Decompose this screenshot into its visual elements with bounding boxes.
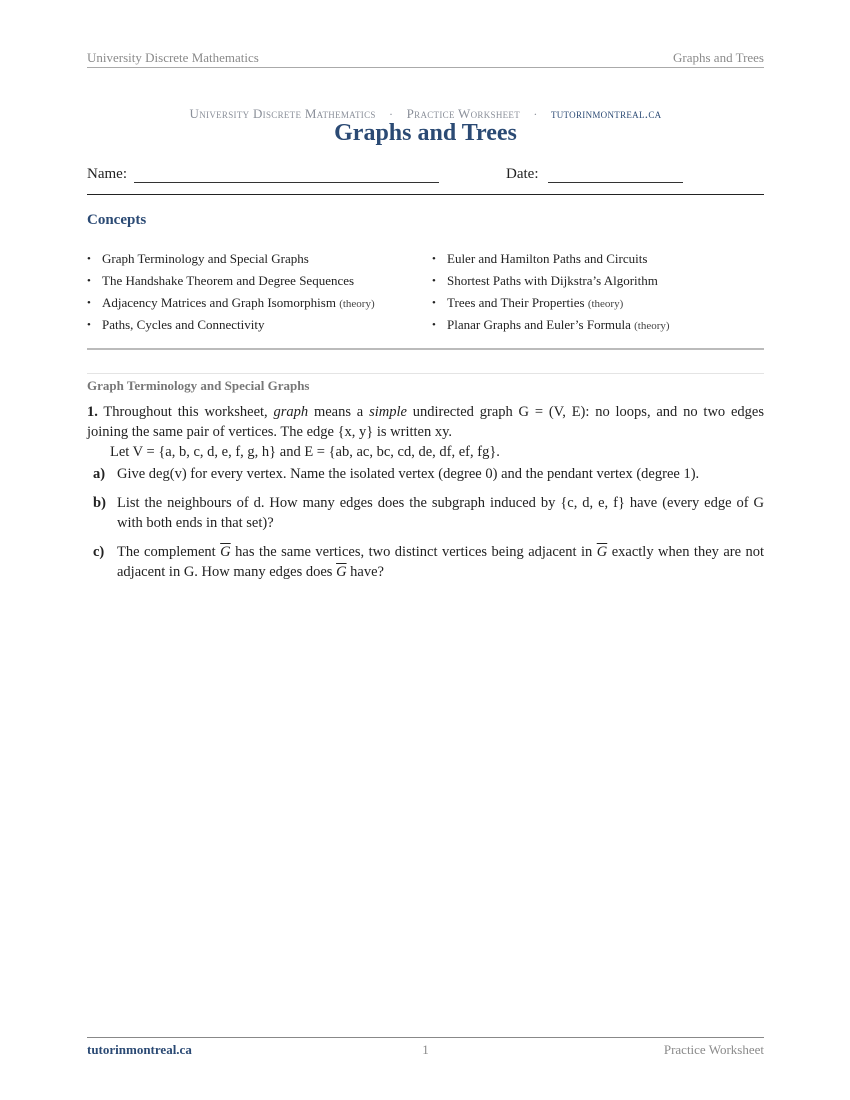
worksheet-kind: Practice Worksheet: [406, 106, 521, 121]
problem-number: 1.: [87, 404, 98, 420]
problem-parts: [87, 464, 764, 582]
concept-label: Trees and Their Properties: [447, 295, 585, 310]
intro-emph: simple: [369, 404, 407, 420]
running-head-left: University Discrete Mathematics: [87, 50, 259, 65]
part-text: The complement: [117, 544, 216, 560]
worksheet-page: [87, 0, 764, 1100]
page-title: Graphs and Trees: [334, 120, 517, 146]
footer-rule: [87, 1037, 764, 1038]
concept-label: Adjacency Matrices and Graph Isomorphism: [102, 295, 336, 310]
part-label: b): [93, 495, 106, 511]
name-field[interactable]: [134, 182, 439, 183]
concept-label: Shortest Paths with Dijkstra’s Algorithm: [447, 273, 658, 288]
complement-symbol: $\overline{G}$: [336, 564, 347, 580]
list-item: [432, 249, 670, 271]
list-item: [87, 271, 375, 293]
problem-intro: [87, 402, 764, 442]
part-text: List the neighbours of d. How many edges does the subgraph induced by {c, d, e, f} have (every edge of G with both ends in that set)?: [117, 495, 764, 531]
separator-dot: ·: [533, 107, 538, 121]
part-c: [87, 542, 764, 582]
bullet-icon: •: [87, 275, 91, 287]
list-item: [87, 315, 375, 337]
page-number: 1: [422, 1042, 429, 1057]
theory-tag: (theory): [587, 298, 624, 310]
complement-symbol: $\overline{G}$: [220, 544, 231, 560]
bullet-icon: •: [87, 297, 91, 309]
bullet-icon: •: [432, 297, 436, 309]
theory-tag: (theory): [339, 298, 375, 310]
vertex-edge-set: Let V = {a, b, c, d, e, f, g, h} and E = {ab, ac, bc, cd, de, df, ef, fg}.: [110, 444, 500, 460]
list-item: [87, 249, 375, 271]
intro-text: means a: [313, 404, 364, 420]
intro-text: Throughout this worksheet,: [103, 404, 268, 420]
part-text: Give deg(v) for every vertex. Name the isolated vertex (degree 0) and the pendant vertex (degree 1).: [117, 466, 700, 482]
section-rule: [87, 373, 764, 374]
concepts-column-left: [87, 249, 375, 337]
list-item: [87, 293, 375, 315]
part-a: [87, 464, 764, 484]
part-text: exactly when they are not adjacent in G. How many edges does: [117, 544, 765, 580]
complement-symbol: $\overline{G}$: [596, 544, 608, 560]
name-label: Name:: [87, 166, 127, 182]
name-rule: [87, 194, 764, 195]
part-text: have?: [350, 564, 384, 580]
part-label: c): [93, 544, 105, 560]
site-link[interactable]: tutorinmontreal.ca: [550, 106, 662, 121]
problem-1: [87, 402, 764, 591]
concept-label: Euler and Hamilton Paths and Circuits: [447, 251, 648, 266]
header-rule: [87, 67, 764, 68]
theory-tag: (theory): [634, 320, 670, 332]
list-item: [432, 315, 670, 337]
list-item: [432, 293, 670, 315]
part-label: a): [93, 466, 106, 482]
bullet-icon: •: [432, 275, 436, 287]
list-item: [432, 271, 670, 293]
concepts-rule: [87, 348, 764, 350]
concepts-column-right: [432, 249, 670, 337]
running-head-right: Graphs and Trees: [673, 50, 764, 65]
bullet-icon: •: [432, 253, 436, 265]
bullet-icon: •: [432, 319, 436, 331]
date-label: Date:: [506, 166, 539, 182]
part-text: has the same vertices, two distinct vertices being adjacent in: [235, 544, 593, 560]
concept-label: Graph Terminology and Special Graphs: [102, 251, 309, 266]
footer-site-link[interactable]: tutorinmontreal.ca: [87, 1042, 192, 1057]
date-field[interactable]: [548, 182, 683, 183]
bullet-icon: •: [87, 319, 91, 331]
intro-emph: graph: [273, 404, 309, 420]
course-name: University Discrete Mathematics: [189, 106, 376, 121]
concept-label: Paths, Cycles and Connectivity: [102, 317, 265, 332]
intro-text: undirected graph G = (V, E): no loops, and no two edges joining the same pair of vertices. The edge {x, y} is written xy.: [87, 404, 764, 440]
section-heading: Graph Terminology and Special Graphs: [87, 378, 310, 393]
name-date-row: [87, 166, 764, 188]
concepts-heading: Concepts: [87, 212, 147, 228]
concept-label: The Handshake Theorem and Degree Sequences: [102, 273, 355, 288]
bullet-icon: •: [87, 253, 91, 265]
concept-label: Planar Graphs and Euler’s Formula: [447, 317, 631, 332]
footer-right: Practice Worksheet: [663, 1042, 764, 1057]
part-b: [87, 493, 764, 533]
footer: [87, 1042, 764, 1060]
separator-dot: ·: [389, 107, 394, 121]
running-head: [87, 50, 764, 68]
